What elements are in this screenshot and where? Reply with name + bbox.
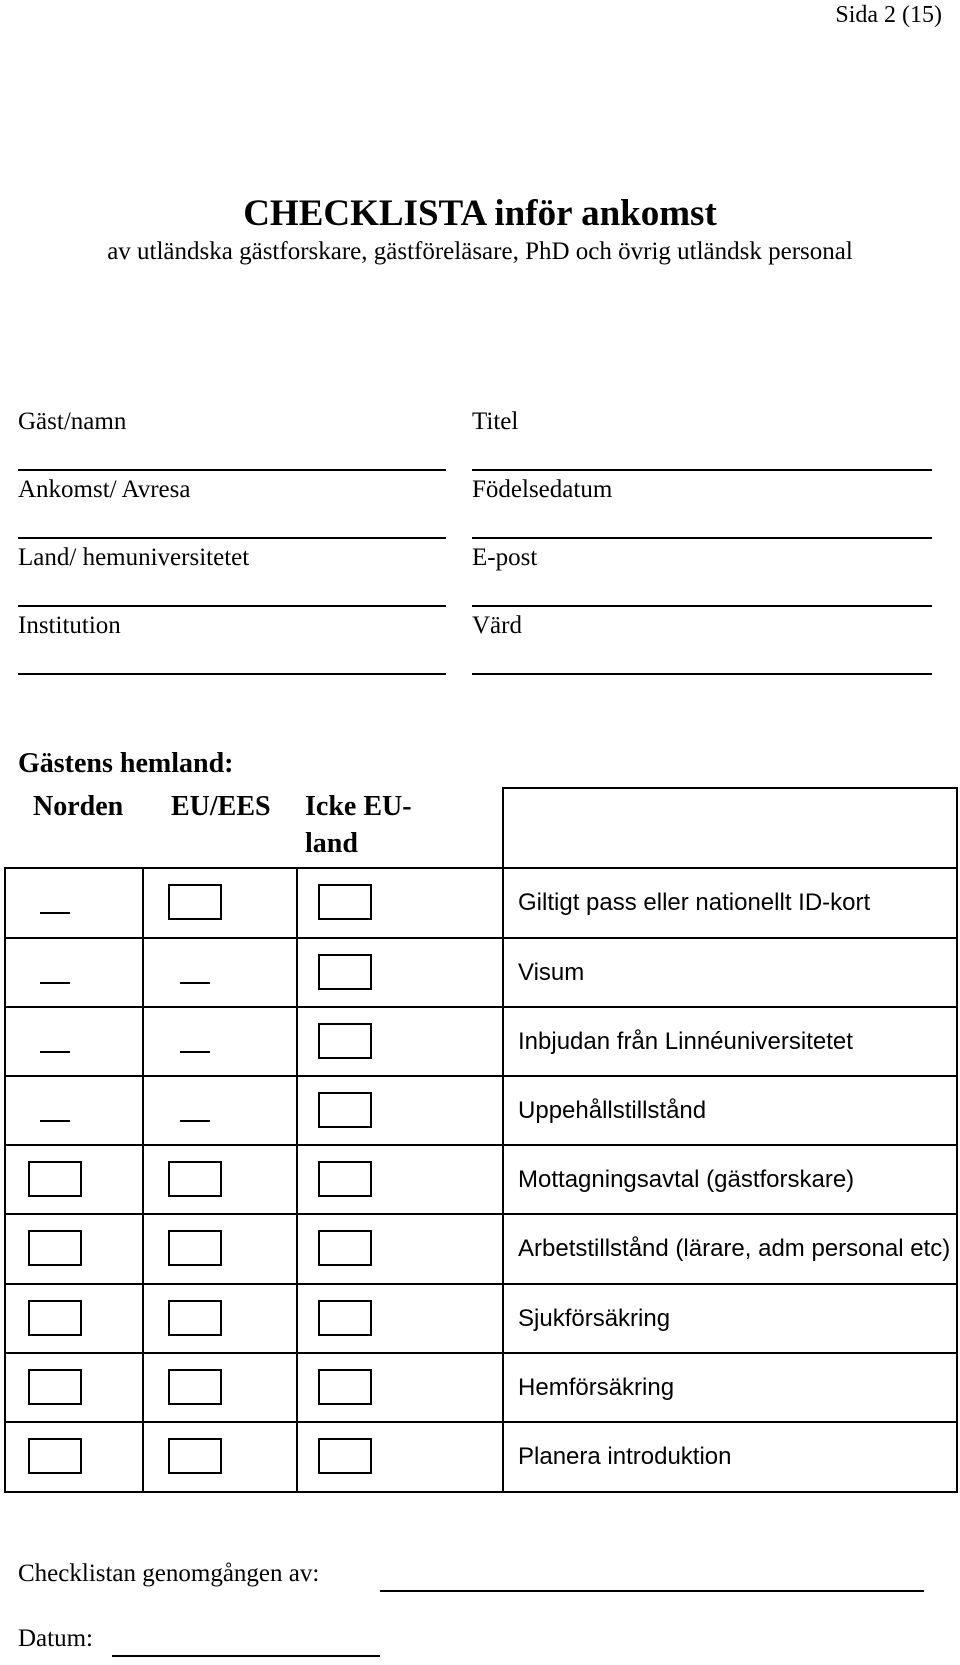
checklist-item-cell (503, 1076, 957, 1145)
checkbox-eu-ees[interactable] (168, 884, 222, 920)
not-applicable-dash-norden (40, 912, 70, 914)
checklist-item-cell (503, 1007, 957, 1076)
checklist-cell-eu-ees (143, 1353, 297, 1422)
column-headers (5, 788, 503, 868)
checklist-item-label: Hemförsäkring (518, 1373, 675, 1401)
column-header-row (5, 788, 957, 868)
checklist-cell-eu-ees (143, 1007, 297, 1076)
date-of-birth-label: Födelsedatum (472, 476, 613, 503)
arrival-departure-label: Ankomst/ Avresa (18, 476, 191, 503)
checklist-cell-eu-ees (143, 938, 297, 1007)
checklist-cell-non-eu (297, 868, 503, 938)
checklist-item-label: Giltigt pass eller nationellt ID-kort (518, 889, 871, 916)
checklist-row (5, 1145, 957, 1214)
checkbox-eu-ees[interactable] (168, 1230, 222, 1266)
checklist-cell-non-eu (297, 1353, 503, 1422)
checklist-item-label: Planera introduktion (518, 1443, 732, 1470)
date-of-birth-field[interactable] (472, 537, 932, 539)
date-field[interactable] (112, 1655, 380, 1657)
checklist-item-label: Visum (518, 958, 585, 986)
checkbox-norden[interactable] (28, 1230, 82, 1266)
reviewed-by-label: Checklistan genomgången av: (18, 1560, 320, 1587)
checklist-row (5, 938, 957, 1007)
checklist-cell-eu-ees (143, 868, 297, 938)
checklist-item-cell (503, 1145, 957, 1214)
checklist-cell-non-eu (297, 1422, 503, 1492)
checklist-cell-norden (5, 1284, 143, 1353)
checklist-cell-non-eu (297, 1076, 503, 1145)
not-applicable-dash-norden (40, 1051, 70, 1053)
column-header-eu-ees: EU/EES (171, 791, 271, 822)
checklist-row (5, 1007, 957, 1076)
title-field[interactable] (472, 469, 932, 471)
checklist-cell-non-eu (297, 1007, 503, 1076)
title-label: Titel (472, 408, 519, 435)
checklist-cell-eu-ees (143, 1422, 297, 1492)
not-applicable-dash-eu-ees (180, 1120, 210, 1122)
email-label: E-post (472, 544, 538, 571)
checklist-cell-eu-ees (143, 1284, 297, 1353)
host-field[interactable] (472, 673, 932, 675)
checklist-cell-norden (5, 1214, 143, 1284)
checkbox-non-eu[interactable] (318, 1369, 372, 1405)
checklist-cell-norden (5, 1422, 143, 1492)
checkbox-non-eu[interactable] (318, 1438, 372, 1474)
checkbox-non-eu[interactable] (318, 954, 372, 990)
home-country-heading: Gästens hemland: (18, 748, 234, 779)
not-applicable-dash-eu-ees (180, 1051, 210, 1053)
country-home-university-field[interactable] (18, 605, 446, 607)
checklist-item-cell (503, 1214, 957, 1284)
checklist-row (5, 1214, 957, 1284)
checkbox-norden[interactable] (28, 1438, 82, 1474)
reviewed-by-field[interactable] (380, 1590, 924, 1592)
page-number: Sida 2 (15) (835, 2, 942, 28)
email-field[interactable] (472, 605, 932, 607)
institution-field[interactable] (18, 673, 446, 675)
checklist-row (5, 1353, 957, 1422)
checklist-item-cell (503, 1353, 957, 1422)
checklist-cell-norden (5, 1076, 143, 1145)
guest-name-field[interactable] (18, 469, 446, 471)
checklist-item-label: Mottagningsavtal (gästforskare) (518, 1165, 855, 1193)
page-title: CHECKLISTA inför ankomst (243, 193, 717, 234)
not-applicable-dash-norden (40, 1120, 70, 1122)
checklist-cell-norden (5, 938, 143, 1007)
checkbox-norden[interactable] (28, 1369, 82, 1405)
checklist-row (5, 868, 957, 938)
arrival-departure-field[interactable] (18, 537, 446, 539)
checkbox-non-eu[interactable] (318, 1161, 372, 1197)
guest-name-label: Gäst/namn (18, 408, 127, 435)
checkbox-norden[interactable] (28, 1161, 82, 1197)
checklist-cell-non-eu (297, 1145, 503, 1214)
checklist-cell-norden (5, 868, 143, 938)
checklist-item-label: Sjukförsäkring (518, 1304, 671, 1332)
date-label: Datum: (18, 1625, 93, 1652)
column-header-norden: Norden (33, 791, 124, 822)
checklist-row (5, 1422, 957, 1492)
checklist-cell-eu-ees (143, 1145, 297, 1214)
checkbox-non-eu[interactable] (318, 1300, 372, 1336)
checkbox-non-eu[interactable] (318, 1092, 372, 1128)
checklist-cell-norden (5, 1007, 143, 1076)
checklist-cell-eu-ees (143, 1214, 297, 1284)
checklist-item-label: Arbetstillstånd (lärare, adm personal etc) (518, 1235, 951, 1262)
checklist-cell-non-eu (297, 938, 503, 1007)
checklist-item-cell (503, 1422, 957, 1492)
checklist-cell-eu-ees (143, 1076, 297, 1145)
column-header-non-eu: Icke EU-land (305, 791, 412, 859)
checklist-cell-norden (5, 1353, 143, 1422)
checklist-cell-non-eu (297, 1214, 503, 1284)
checkbox-eu-ees[interactable] (168, 1161, 222, 1197)
checklist-item-label: Uppehållstillstånd (518, 1096, 707, 1124)
checklist-item-cell (503, 868, 957, 938)
page-subtitle: av utländska gästforskare, gästföreläsare, PhD och övrig utländsk personal (107, 238, 853, 265)
institution-label: Institution (18, 612, 121, 639)
checkbox-eu-ees[interactable] (168, 1438, 222, 1474)
checkbox-eu-ees[interactable] (168, 1300, 222, 1336)
checkbox-non-eu[interactable] (318, 1023, 372, 1059)
checklist-row (5, 1076, 957, 1145)
country-home-university-label: Land/ hemuniversitetet (18, 544, 250, 571)
description-header-cell (503, 788, 957, 868)
checklist-row (5, 1284, 957, 1353)
checklist-cell-norden (5, 1145, 143, 1214)
checkbox-non-eu[interactable] (318, 884, 372, 920)
checkbox-non-eu[interactable] (318, 1230, 372, 1266)
host-label: Värd (472, 612, 522, 639)
checklist-cell-non-eu (297, 1284, 503, 1353)
checkbox-norden[interactable] (28, 1300, 82, 1336)
checklist-item-cell (503, 938, 957, 1007)
checklist-table (4, 787, 958, 1493)
checklist-item-label: Inbjudan från Linnéuniversitetet (518, 1027, 853, 1055)
not-applicable-dash-eu-ees (180, 982, 210, 984)
not-applicable-dash-norden (40, 982, 70, 984)
checkbox-eu-ees[interactable] (168, 1369, 222, 1405)
checklist-item-cell (503, 1284, 957, 1353)
